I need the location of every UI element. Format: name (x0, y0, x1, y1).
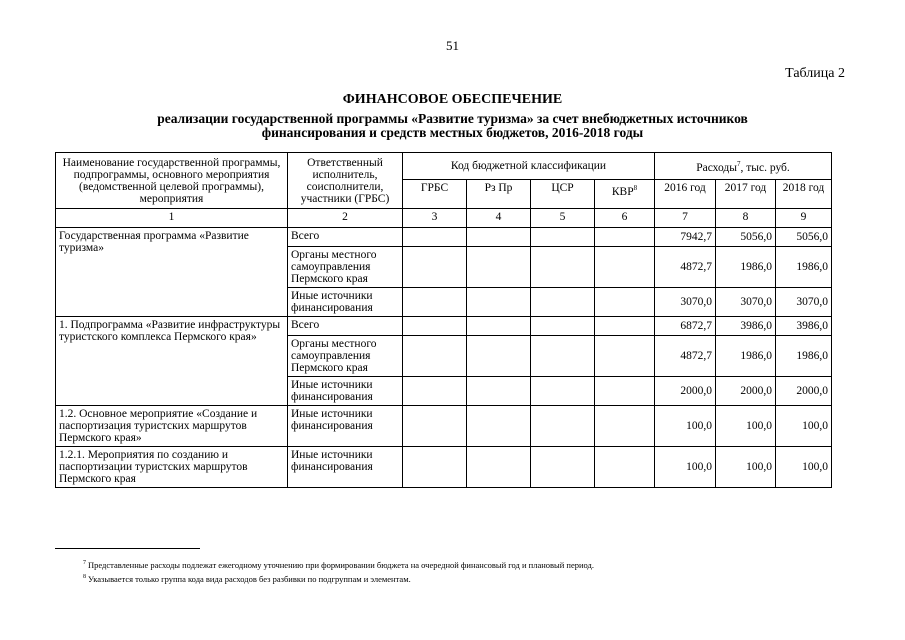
code-kvr-cell (595, 247, 655, 288)
responsible-cell: Иные источники финансирования (288, 406, 403, 447)
footnote-separator (55, 548, 200, 549)
responsible-cell: Иные источники финансирования (288, 377, 403, 406)
expenses-footnote-mark: 7 (736, 160, 741, 169)
expense-2017-cell: 3070,0 (716, 288, 776, 317)
code-kvr-cell (595, 228, 655, 247)
item-name-cell: 1. Подпрограмма «Развитие инфраструктуры туристского комплекса Пермского края» (56, 317, 288, 406)
expense-2016-cell: 2000,0 (655, 377, 716, 406)
code-csr-cell (531, 336, 595, 377)
code-grbs-cell (403, 336, 467, 377)
code-rzpr-cell (467, 247, 531, 288)
header-name: Наименование государственной программы, подпрограммы, основного мероприятия (ведомственной целевой программы), мероприятия (56, 153, 288, 209)
expense-2018-cell: 100,0 (776, 406, 832, 447)
expense-2016-cell: 6872,7 (655, 317, 716, 336)
financing-table (55, 152, 832, 488)
code-kvr-cell (595, 317, 655, 336)
item-name-cell: Государственная программа «Развитие туризма» (56, 228, 288, 317)
table-label: Таблица 2 (785, 66, 845, 81)
table-row (56, 447, 832, 488)
header-2016: 2016 год (655, 180, 716, 209)
code-csr-cell (531, 288, 595, 317)
code-grbs-cell (403, 377, 467, 406)
code-csr-cell (531, 406, 595, 447)
footnote-text: Указывается только группа кода вида расходов без разбивки по подгруппам и элементам. (88, 574, 411, 584)
expense-2016-cell: 7942,7 (655, 228, 716, 247)
header-rzpr: Рз Пр (467, 180, 531, 209)
expense-2018-cell: 3986,0 (776, 317, 832, 336)
page-number: 51 (446, 38, 459, 53)
expense-2016-cell: 4872,7 (655, 247, 716, 288)
table-row (56, 317, 832, 336)
responsible-cell: Иные источники финансирования (288, 288, 403, 317)
responsible-cell: Всего (288, 317, 403, 336)
code-rzpr-cell (467, 317, 531, 336)
expense-2016-cell: 4872,7 (655, 336, 716, 377)
code-grbs-cell (403, 317, 467, 336)
code-rzpr-cell (467, 447, 531, 488)
table-row (56, 228, 832, 247)
code-csr-cell (531, 447, 595, 488)
code-grbs-cell (403, 247, 467, 288)
responsible-cell: Всего (288, 228, 403, 247)
header-csr: ЦСР (531, 180, 595, 209)
expense-2016-cell: 3070,0 (655, 288, 716, 317)
header-2017: 2017 год (716, 180, 776, 209)
expense-2018-cell: 2000,0 (776, 377, 832, 406)
header-grbs: ГРБС (403, 180, 467, 209)
code-grbs-cell (403, 288, 467, 317)
column-index-cell: 8 (716, 209, 776, 228)
code-kvr-cell (595, 447, 655, 488)
expense-2018-cell: 1986,0 (776, 247, 832, 288)
code-rzpr-cell (467, 377, 531, 406)
code-rzpr-cell (467, 288, 531, 317)
expense-2017-cell: 5056,0 (716, 228, 776, 247)
code-rzpr-cell (467, 228, 531, 247)
subtitle-line-2: финансирования и средств местных бюджетов, 2016-2018 годы (261, 125, 644, 140)
expense-2018-cell: 3070,0 (776, 288, 832, 317)
column-index-cell: 7 (655, 209, 716, 228)
column-index-cell: 1 (56, 209, 288, 228)
code-kvr-cell (595, 288, 655, 317)
document-subtitle (100, 112, 805, 140)
column-index-cell: 6 (595, 209, 655, 228)
responsible-cell: Органы местного самоуправления Пермского края (288, 247, 403, 288)
header-kvr (595, 180, 655, 209)
code-kvr-cell (595, 406, 655, 447)
code-grbs-cell (403, 228, 467, 247)
table-row (56, 406, 832, 447)
code-csr-cell (531, 228, 595, 247)
footnote-mark: 8 (83, 574, 86, 581)
expense-2017-cell: 1986,0 (716, 247, 776, 288)
header-responsible: Ответственный исполнитель, соисполнители, участники (ГРБС) (288, 153, 403, 209)
expense-2017-cell: 100,0 (716, 406, 776, 447)
expense-2018-cell: 5056,0 (776, 228, 832, 247)
table-body (56, 209, 832, 488)
expense-2017-cell: 2000,0 (716, 377, 776, 406)
code-csr-cell (531, 247, 595, 288)
expense-2018-cell: 1986,0 (776, 336, 832, 377)
column-index-cell: 2 (288, 209, 403, 228)
footnote-7 (83, 560, 594, 570)
subtitle-line-1: реализации государственной программы «Развитие туризма» за счет внебюджетных источников (157, 111, 748, 126)
expenses-label: Расходы (696, 161, 737, 174)
code-rzpr-cell (467, 406, 531, 447)
responsible-cell: Иные источники финансирования (288, 447, 403, 488)
document-title: ФИНАНСОВОЕ ОБЕСПЕЧЕНИЕ (342, 92, 563, 107)
code-kvr-cell (595, 336, 655, 377)
responsible-cell: Органы местного самоуправления Пермского края (288, 336, 403, 377)
expense-2017-cell: 1986,0 (716, 336, 776, 377)
expense-2016-cell: 100,0 (655, 447, 716, 488)
footnote-text: Представленные расходы подлежат ежегодному уточнению при формировании бюджета на очередной финансовый год и плановый период. (88, 560, 595, 570)
item-name-cell: 1.2.1. Мероприятия по созданию и паспортизации туристских маршрутов Пермского края (56, 447, 288, 488)
header-expenses (655, 153, 832, 180)
code-rzpr-cell (467, 336, 531, 377)
expense-2017-cell: 100,0 (716, 447, 776, 488)
footnote-8 (83, 574, 411, 584)
expense-2016-cell: 100,0 (655, 406, 716, 447)
code-grbs-cell (403, 406, 467, 447)
expense-2017-cell: 3986,0 (716, 317, 776, 336)
column-index-row (56, 209, 832, 228)
column-index-cell: 9 (776, 209, 832, 228)
kvr-footnote-mark: 8 (633, 184, 638, 192)
code-csr-cell (531, 317, 595, 336)
item-name-cell: 1.2. Основное мероприятие «Создание и паспортизация туристских маршрутов Пермского края» (56, 406, 288, 447)
kvr-label: КВР (611, 185, 634, 198)
code-grbs-cell (403, 447, 467, 488)
code-csr-cell (531, 377, 595, 406)
column-index-cell: 3 (403, 209, 467, 228)
header-kbk: Код бюджетной классификации (403, 153, 655, 180)
header-2018: 2018 год (776, 180, 832, 209)
footnote-mark: 7 (83, 560, 86, 567)
expense-2018-cell: 100,0 (776, 447, 832, 488)
code-kvr-cell (595, 377, 655, 406)
column-index-cell: 4 (467, 209, 531, 228)
column-index-cell: 5 (531, 209, 595, 228)
expenses-unit: , тыс. руб. (740, 161, 790, 174)
